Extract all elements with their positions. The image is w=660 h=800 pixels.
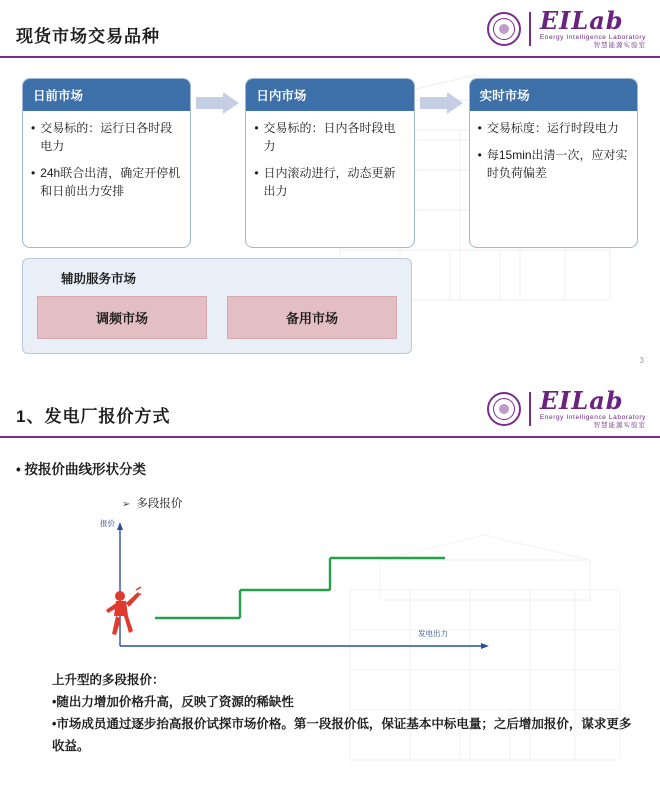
step-bid-curve-chart <box>90 518 510 668</box>
flow-card-body <box>246 111 413 247</box>
list-item <box>254 119 405 155</box>
bullet-icon: • <box>477 121 482 135</box>
list-item <box>31 119 182 155</box>
slide2-header <box>0 380 660 436</box>
y-axis-label: 报价 <box>100 519 115 528</box>
slide-market-varieties <box>0 0 660 380</box>
arrow-right-icon-2 <box>420 92 464 114</box>
triangle-bullet-icon: ➢ <box>122 499 131 510</box>
page-title: 现货市场交易品种 <box>16 27 160 46</box>
ancillary-service-market <box>22 258 412 354</box>
bullet-icon: • <box>31 121 36 135</box>
flow-card-body <box>470 111 637 247</box>
section-bullet: • 按报价曲线形状分类 <box>16 462 146 477</box>
seal-icon <box>487 12 521 46</box>
running-man-icon <box>102 586 142 638</box>
list-item <box>478 119 629 137</box>
sub-bullet <box>122 495 182 511</box>
bullet-icon: • <box>254 121 259 135</box>
page-title: 1、发电厂报价方式 <box>16 407 171 426</box>
list-item-text: 交易标的：运行日各时段电力 <box>40 121 173 153</box>
sub-bullet-label: 多段报价 <box>136 498 183 510</box>
bullet-icon: • <box>254 166 259 180</box>
list-item <box>478 146 629 182</box>
bullet-icon: • <box>477 148 482 162</box>
list-item <box>254 164 405 200</box>
chip-reserve-market: 备用市场 <box>227 296 397 339</box>
title-divider <box>0 436 660 438</box>
flow-card-header: 日内市场 <box>246 79 413 111</box>
logo-text <box>539 386 646 429</box>
flow-card-header: 实时市场 <box>470 79 637 111</box>
logo-subtitle-en: Energy Intelligence Laboratory <box>539 414 646 421</box>
explanatory-text <box>52 670 632 758</box>
logo-divider <box>529 12 531 46</box>
flow-card-day-ahead <box>22 78 191 248</box>
logo-subtitle-cn: 智慧能源实验室 <box>593 421 646 429</box>
x-axis-label: 发电出力 <box>418 629 448 638</box>
logo-wordmark: EILab <box>539 6 624 35</box>
flow-card-header: 日前市场 <box>23 79 190 111</box>
ancillary-title: 辅助服务市场 <box>61 272 137 286</box>
text-line-2: •随出力增加价格升高，反映了资源的稀缺性 <box>52 694 294 709</box>
list-item <box>31 164 182 200</box>
eilab-logo <box>487 388 646 430</box>
seal-icon <box>487 392 521 426</box>
eilab-logo <box>487 8 646 50</box>
flow-card-body <box>23 111 190 247</box>
list-item-text: 交易标度：运行时段电力 <box>486 121 619 135</box>
logo-divider <box>529 392 531 426</box>
market-flow <box>22 78 638 248</box>
flow-card-realtime <box>469 78 638 248</box>
chip-frequency-regulation: 调频市场 <box>37 296 207 339</box>
text-line-3: •市场成员通过逐步抬高报价试探市场价格。第一段报价低，保证基本中标电量；之后增加报价，谋求更多收益。 <box>52 716 632 753</box>
bullet-icon: • <box>31 166 36 180</box>
slide1-header <box>0 0 660 56</box>
arrow-right-icon-1 <box>196 92 240 114</box>
logo-text <box>539 6 646 49</box>
chart-svg <box>90 518 510 668</box>
logo-wordmark: EILab <box>539 386 624 415</box>
flow-card-intraday <box>245 78 414 248</box>
slide-generator-bidding <box>0 380 660 800</box>
logo-subtitle-en: Energy Intelligence Laboratory <box>539 34 646 41</box>
list-item-text: 交易标的：日内各时段电力 <box>263 121 396 153</box>
ancillary-chip-row <box>37 296 397 339</box>
text-line-1: 上升型的多段报价： <box>52 673 165 687</box>
list-item-text: 日内滚动进行，动态更新出力 <box>263 166 396 198</box>
list-item-text: 24h联合出清，确定开停机和日前出力安排 <box>40 166 181 198</box>
title-divider <box>0 56 660 58</box>
logo-subtitle-cn: 智慧能源实验室 <box>593 41 646 49</box>
list-item-text: 每15min出清一次，应对实时负荷偏差 <box>486 148 628 180</box>
page-number: 3 <box>639 356 644 365</box>
